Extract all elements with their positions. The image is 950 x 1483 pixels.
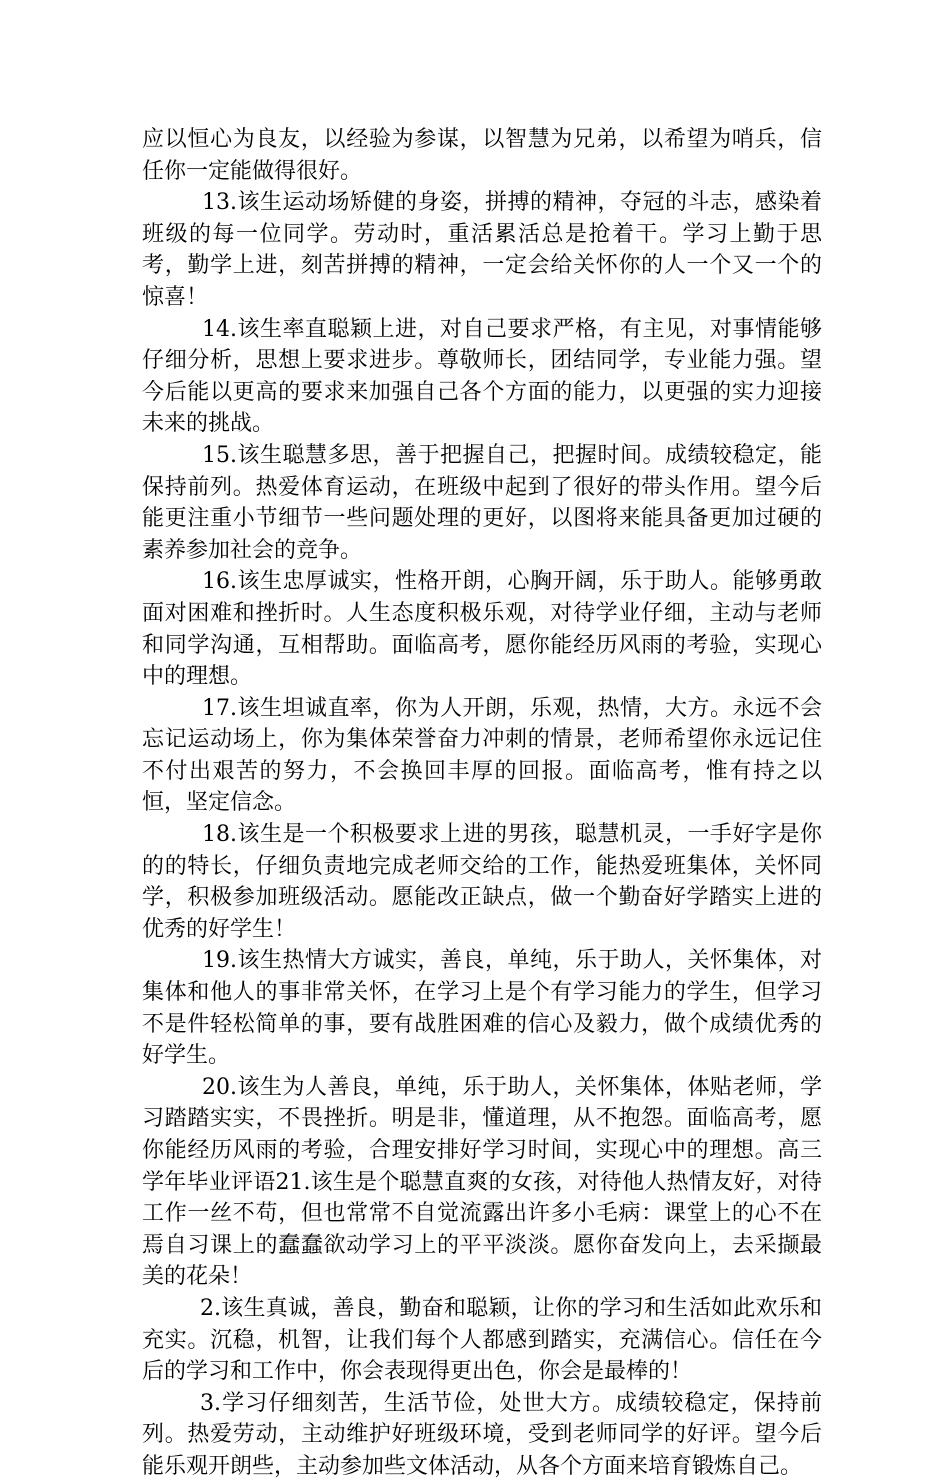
paragraph-18: 18.该生是一个积极要求上进的男孩，聪慧机灵，一手好字是你的的特长，仔细负责地完成老师交给的工作，能热爱班集体，关怀同学，积极参加班级活动。愿能改正缺点，做一个勤奋好学踏实上进的优秀的好学生！ <box>142 822 822 942</box>
document-page <box>142 124 822 1483</box>
paragraph-continuation: 应以恒心为良友，以经验为参谋，以智慧为兄弟，以希望为哨兵，信任你一定能做得很好。 <box>142 127 822 184</box>
paragraph-17: 17.该生坦诚直率，你为人开朗，乐观，热情，大方。永远不会忘记运动场上，你为集体荣誉奋力冲刺的情景，老师希望你永远记住不付出艰苦的努力，不会换回丰厚的回报。面临高考，惟有持之以恒，坚定信念。 <box>142 695 822 816</box>
paragraph-2: 2.该生真诚，善良，勤奋和聪颖，让你的学习和生活如此欢乐和充实。沉稳，机智，让我们每个人都感到踏实，充满信心。信任在今后的学习和工作中，你会表现得更出色，你会是最棒的！ <box>142 1295 822 1385</box>
paragraph-19: 19.该生热情大方诚实，善良，单纯，乐于助人，关怀集体，对集体和他人的事非常关怀，在学习上是个有学习能力的学生，但学习不是件轻松简单的事，要有战胜困难的信心及毅力，做个成绩优秀的好学生。 <box>142 948 822 1069</box>
paragraph-13: 13.该生运动场矫健的身姿，拼搏的精神，夺冠的斗志，感染着班级的每一位同学。劳动时，重活累活总是抢着干。学习上勤于思考，勤学上进，刻苦拼搏的精神，一定会给关怀你的人一个又一个的惊喜！ <box>142 190 822 310</box>
paragraph-16: 16.该生忠厚诚实，性格开朗，心胸开阔，乐于助人。能够勇敢面对困难和挫折时。人生态度积极乐观，对待学业仔细，主动与老师和同学沟通，互相帮助。面临高考，愿你能经历风雨的考验，实现心中的理想。 <box>142 569 822 690</box>
paragraph-15: 15.该生聪慧多思，善于把握自己，把握时间。成绩较稳定，能保持前列。热爱体育运动，在班级中起到了很好的带头作用。望今后能更注重小节细节一些问题处理的更好，以图将来能具备更加过硬的素养参加社会的竞争。 <box>142 442 822 563</box>
paragraph-20: 20.该生为人善良，单纯，乐于助人，关怀集体，体贴老师，学习踏踏实实，不畏挫折。明是非，懂道理，从不抱怨。面临高考，愿你能经历风雨的考验，合理安排好学习时间，实现心中的理想。高三学年毕业评语21.该生是个聪慧直爽的女孩，对待他人热情友好，对待工作一丝不苟，但也常常不自觉流露出许多小毛病：课堂上的心不在焉自习课上的蠢蠢欲动学习上的平平淡淡。愿你奋发向上，去采撷最美的花朵！ <box>142 1074 822 1290</box>
paragraph-3: 3.学习仔细刻苦，生活节俭，处世大方。成绩较稳定，保持前列。热爱劳动，主动维护好班级环境，受到老师同学的好评。望今后能乐观开朗些，主动参加些文体活动，从各个方面来培育锻炼自己。 <box>142 1390 822 1479</box>
paragraph-14: 14.该生率直聪颖上进，对自己要求严格，有主见，对事情能够仔细分析，思想上要求进步。尊敬师长，团结同学，专业能力强。望今后能以更高的要求来加强自己各个方面的能力，以更强的实力迎接未来的挑战。 <box>142 316 822 437</box>
